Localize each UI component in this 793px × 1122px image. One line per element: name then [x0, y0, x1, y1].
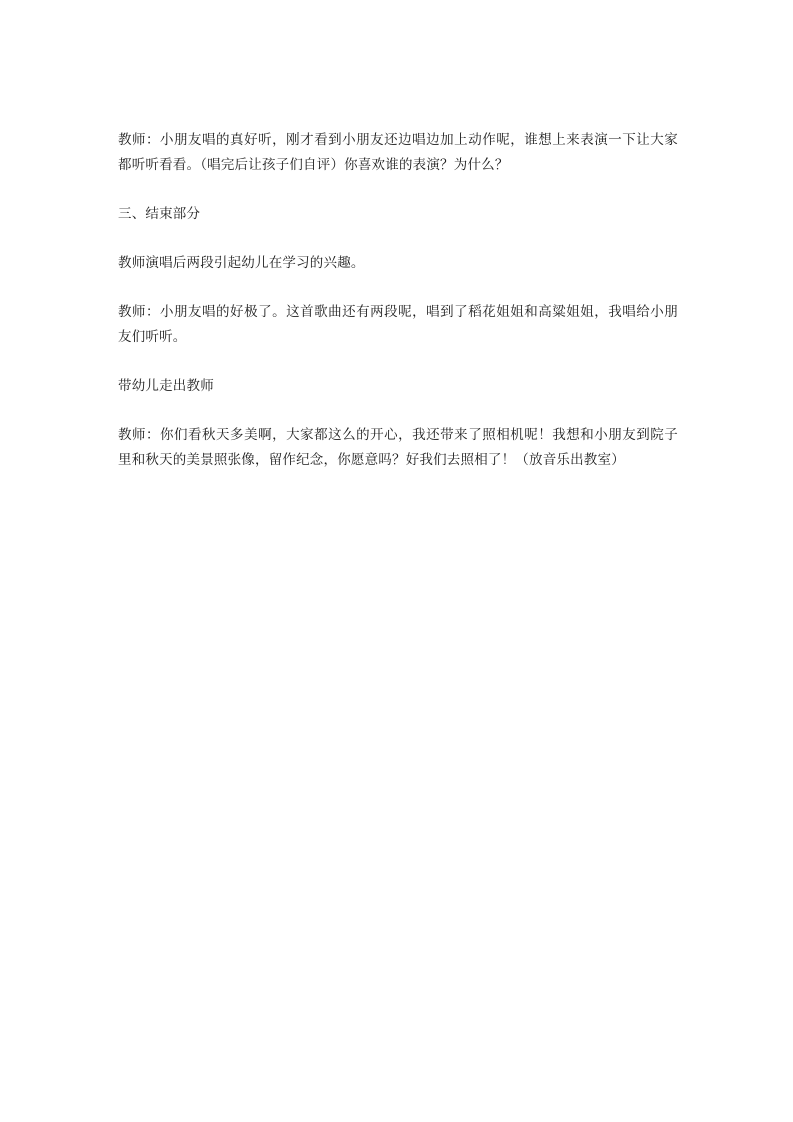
paragraph-teacher-two-verses: 教师：小朋友唱的好极了。这首歌曲还有两段呢，唱到了稻花姐姐和高粱姐姐，我唱给小朋友们听听。 — [118, 304, 678, 345]
paragraph-teacher-photo: 教师：你们看秋天多美啊，大家都这么的开心，我还带来了照相机呢！我想和小朋友到院子里和秋天的美景照张像，留作纪念，你愿意吗？好我们去照相了！（放音乐出教室） — [118, 427, 678, 468]
paragraph-teacher-praise: 教师：小朋友唱的真好听，刚才看到小朋友还边唱边加上动作呢，谁想上来表演一下让大家都听听看看。（唱完后让孩子们自评）你喜欢谁的表演？为什么？ — [118, 132, 678, 173]
section-heading-ending: 三、结束部分 — [118, 206, 201, 222]
document-body — [118, 128, 678, 497]
paragraph-teacher-sings: 教师演唱后两段引起幼儿在学习的兴趣。 — [118, 255, 365, 271]
paragraph-lead-children-out: 带幼儿走出教师 — [118, 378, 214, 394]
